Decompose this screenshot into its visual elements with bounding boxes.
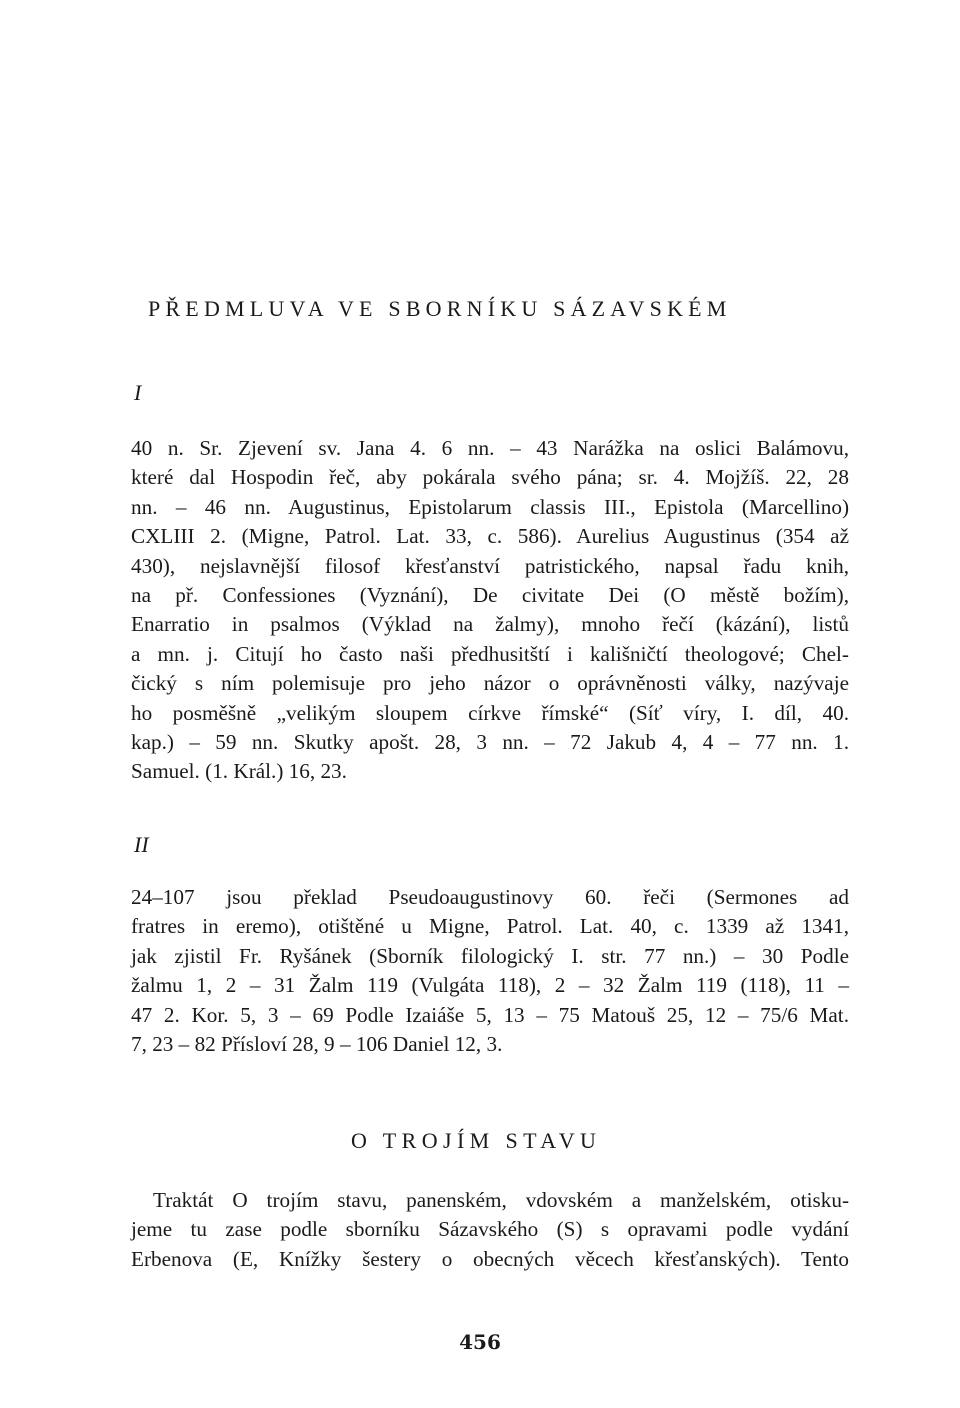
section-heading-predmluva: PŘEDMLUVA VE SBORNÍKU SÁZAVSKÉM <box>148 296 732 321</box>
text-line: a mn. j. Citují ho často naši předhusitští i kališničtí theologové; Chel- <box>131 641 849 666</box>
text-line: kap.) – 59 nn. Skutky apošt. 28, 3 nn. – 72 Jakub 4, 4 – 77 nn. 1. <box>131 729 849 754</box>
text-line: žalmu 1, 2 – 31 Žalm 119 (Vulgáta 118), 2 – 32 Žalm 119 (118), 11 – <box>131 973 849 998</box>
section-heading-o-trojim-stavu: O TROJÍM STAVU <box>351 1128 602 1153</box>
text-line: nn. – 46 nn. Augustinus, Epistolarum classis III., Epistola (Marcellino) <box>131 494 849 519</box>
text-line: čický s ním polemisuje pro jeho názor o oprávněnosti války, nazývaje <box>131 671 849 696</box>
commentary-paragraph-one <box>131 434 849 787</box>
text-line: Enarratio in psalmos (Výklad na žalmy), mnoho řečí (kázání), listů <box>131 612 849 637</box>
text-line: 7, 23 – 82 Přísloví 28, 9 – 106 Daniel 12, 3. <box>131 1031 503 1056</box>
text-line: Samuel. (1. Král.) 16, 23. <box>131 759 347 784</box>
page-number: 456 <box>459 1330 501 1354</box>
subsection-marker-two: II <box>134 832 149 857</box>
text-line: Traktát O trojím stavu, panenském, vdovském a manželském, otisku- <box>153 1188 849 1212</box>
text-line: CXLIII 2. (Migne, Patrol. Lat. 33, c. 586). Aurelius Augustinus (354 až <box>131 524 849 549</box>
text-line: které dal Hospodin řeč, aby pokárala svého pána; sr. 4. Mojžíš. 22, 28 <box>131 465 849 490</box>
text-line: ho posměšně „velikým sloupem církve římské“ (Síť víry, I. díl, 40. <box>131 700 849 725</box>
text-line: 430), nejslavnější filosof křesťanství patristického, napsal řadu knih, <box>131 553 849 578</box>
text-line: na př. Confessiones (Vyznání), De civitate Dei (O městě božím), <box>131 582 849 607</box>
text-line: jeme tu zase podle sborníku Sázavského (S) s opravami podle vydání <box>131 1217 849 1242</box>
commentary-paragraph-two <box>131 883 849 1059</box>
text-line: 24–107 jsou překlad Pseudoaugustinovy 60. řeči (Sermones ad <box>131 885 849 909</box>
text-line: 47 2. Kor. 5, 3 – 69 Podle Izaiáše 5, 13 – 75 Matouš 25, 12 – 75/6 Mat. <box>131 1002 849 1027</box>
text-line: 40 n. Sr. Zjevení sv. Jana 4. 6 nn. – 43 Narážka na oslici Balámovu, <box>131 436 849 460</box>
subsection-marker-one: I <box>134 380 142 405</box>
intro-paragraph <box>131 1186 849 1274</box>
text-line: jak zjistil Fr. Ryšánek (Sborník filologický I. str. 77 nn.) – 30 Podle <box>131 943 849 968</box>
text-line: Erbenova (E, Knížky šestery o obecných věcech křesťanských). Tento <box>131 1246 849 1271</box>
text-line: fratres in eremo), otištěné u Migne, Patrol. Lat. 40, c. 1339 až 1341, <box>131 914 849 939</box>
